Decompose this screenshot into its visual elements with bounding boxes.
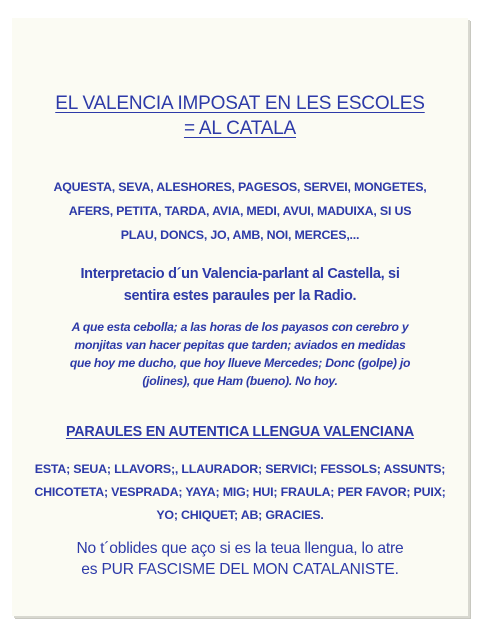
catalan-words-line-2: AFERS, PETITA, TARDA, AVIA, MEDI, AVUI, MADUIXA, SI US: [68, 204, 412, 218]
title-line-2: = AL CATALA: [183, 118, 297, 139]
interpretation-text-line-3: que hoy me ducho, que hoy llueve Mercedes; Donc (golpe) jo: [69, 356, 411, 370]
interpretation-text-line-4: (jolines), que Ham (bueno). No hoy.: [142, 374, 338, 388]
closing-line-2: es PUR FASCISME DEL MON CATALANISTE.: [81, 561, 399, 578]
interpretation-heading-line-2: sentira estes paraules per la Radio.: [123, 288, 357, 304]
interpretation-text-line-2: monjitas van hacer pepitas que tarden; aviados en medidas: [74, 338, 406, 352]
interpretation-text-line-1: A que esta cebolla; a las horas de los payasos con cerebro y: [71, 320, 409, 334]
valencian-heading: PARAULES EN AUTENTICA LLENGUA VALENCIANA: [65, 424, 415, 440]
valencian-words-line-3: YO; CHIQUET; AB; GRACIES.: [156, 508, 324, 522]
catalan-words-line-1: AQUESTA, SEVA, ALESHORES, PAGESOS, SERVEI, MONGETES,: [53, 180, 427, 194]
catalan-words-line-3: PLAU, DONCS, JO, AMB, NOI, MERCES,...: [120, 228, 360, 242]
interpretation-heading-line-1: Interpretacio d´un Valencia-parlant al Castella, si: [80, 266, 400, 282]
title-line-1: EL VALENCIA IMPOSAT EN LES ESCOLES: [55, 93, 425, 114]
closing-line-1: No t´oblides que aço si es la teua llengua, lo atre: [76, 540, 404, 557]
valencian-words-line-1: ESTA; SEUA; LLAVORS;, LLAURADOR; SERVICI; FESSOLS; ASSUNTS;: [34, 462, 446, 476]
leaflet-card: [12, 18, 468, 616]
valencian-words-line-2: CHICOTETA; VESPRADA; YAYA; MIG; HUI; FRAULA; PER FAVOR; PUIX;: [34, 485, 446, 499]
